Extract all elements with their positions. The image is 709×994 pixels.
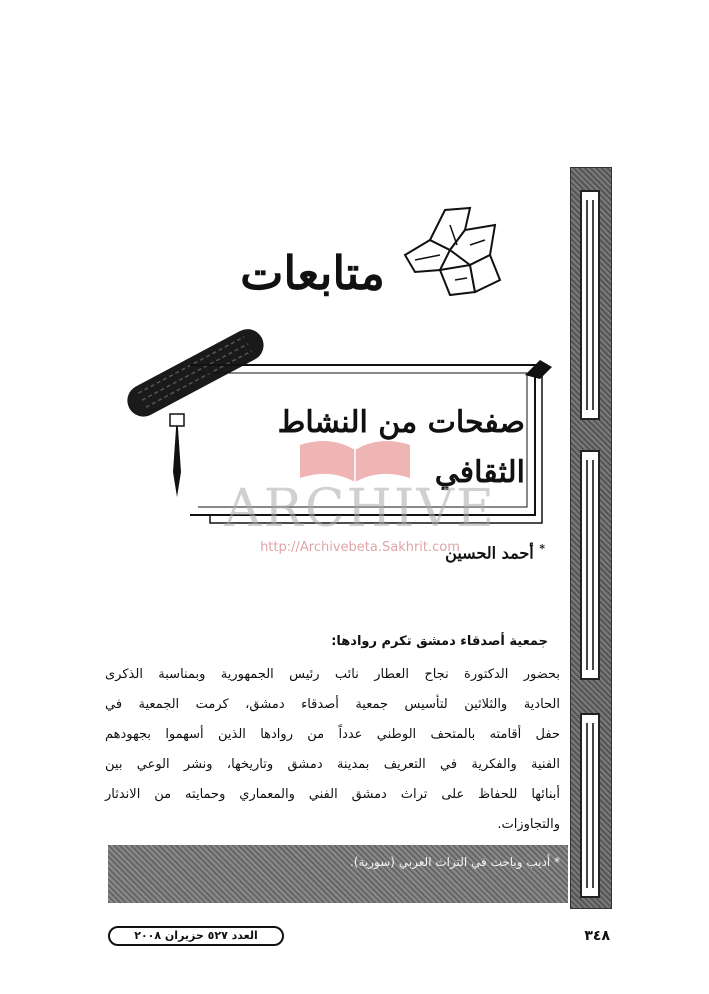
article-subtitle: جمعية أصدقاء دمشق تكرم روادها: xyxy=(331,634,548,649)
body-line: الفنية والفكرية في التعريف بمدينة دمشق وتاريخها، ونشر الوعي بين xyxy=(105,757,560,772)
section-title: متابعات xyxy=(240,246,385,300)
issue-label: العدد ٥٢٧ حزيران ٢٠٠٨ xyxy=(108,926,284,946)
headline: صفحات من النشاط الثقافي xyxy=(277,405,525,490)
border-panel xyxy=(580,713,600,898)
border-panel xyxy=(580,190,600,420)
body-line: أبنائها للحفاظ على تراث دمشق الفني والمعماري وحمايته من الاندثار xyxy=(105,787,560,802)
body-line: والتجاوزات. xyxy=(497,817,560,832)
footnote-text: * أديب وباحث في التراث العربي (سورية). xyxy=(349,855,560,869)
decorative-side-border xyxy=(570,167,612,909)
watermark-word: ARCHIVE xyxy=(224,479,496,539)
body-line: حفل أقامته بالمتحف الوطني عدداً من روادها الذين أسهموا بجهودهم xyxy=(105,727,560,742)
book-watermark-icon xyxy=(290,430,420,485)
border-panel xyxy=(580,450,600,680)
body-line: الحادية والثلاثين لتأسيس جمعية أصدقاء دمشق، كرمت الجمعية في xyxy=(105,697,560,712)
author-marker: * xyxy=(539,542,545,555)
leaf-illustration-icon xyxy=(395,200,505,300)
author-label: أحمد الحسين xyxy=(445,543,534,563)
body-line: بحضور الدكتورة نجاح العطار نائب رئيس الجمهورية وبمناسبة الذكرى xyxy=(105,667,560,682)
watermark-url: http://Archivebeta.Sakhrit.com xyxy=(260,540,460,555)
page-number: ٣٤٨ xyxy=(584,928,610,944)
article-body xyxy=(105,660,560,840)
